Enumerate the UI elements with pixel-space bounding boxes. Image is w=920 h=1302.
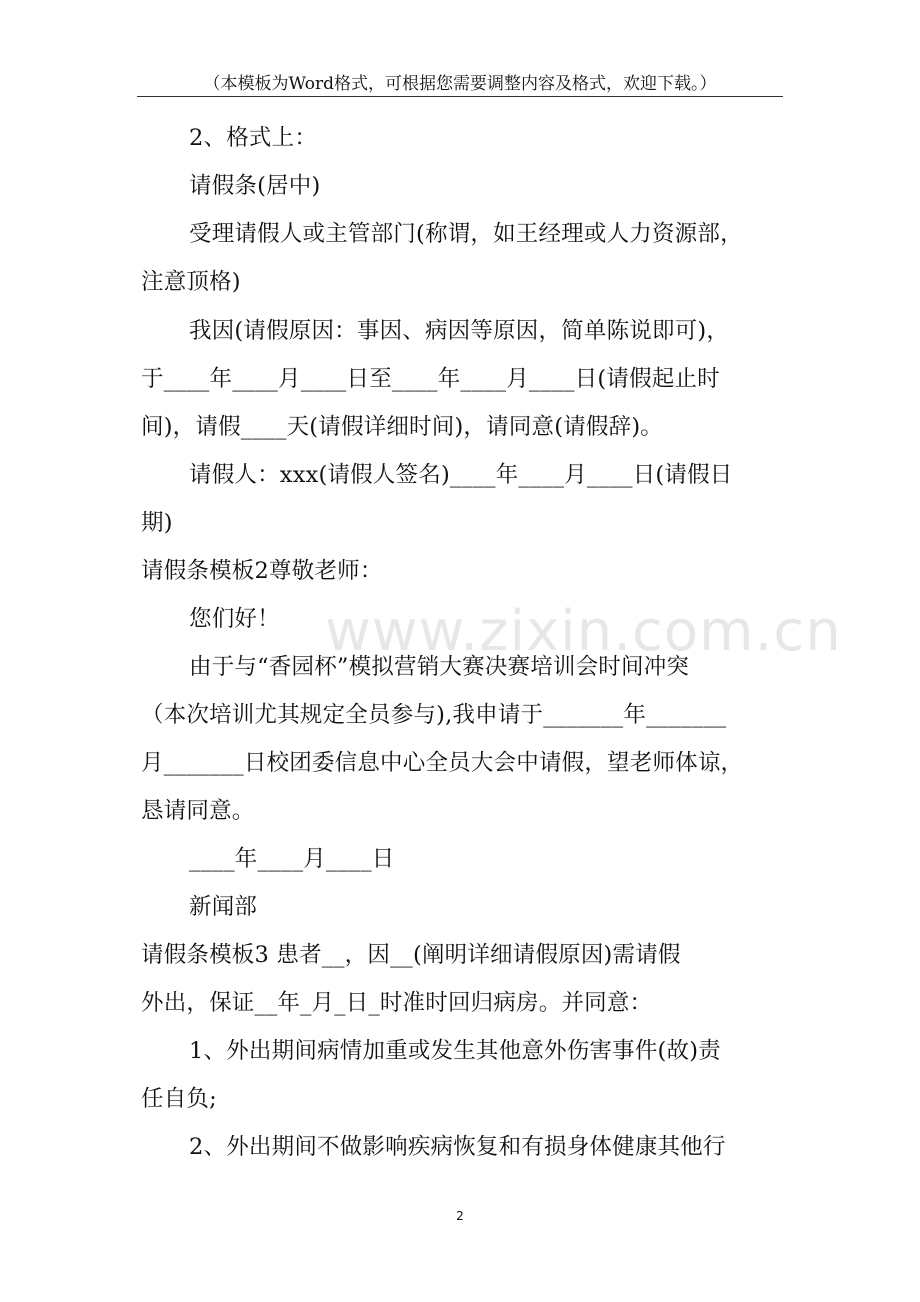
doc-line: 由于与“香园杯”模拟营销大赛决赛培训会时间冲突 (189, 654, 690, 680)
page-number: 2 (456, 1209, 464, 1223)
doc-line: 请假条(居中) (189, 173, 321, 199)
doc-line: 请假人：xxx(请假人签名)____年____月____日(请假日 (189, 462, 733, 488)
template-3-heading: 请假条模板3 患者__，因__(阐明详细请假原因)需请假 (141, 942, 681, 968)
doc-line: 注意顶格) (141, 269, 241, 295)
doc-line: 外出，保证__年_月_日_时准时回归病房。并同意： (141, 990, 653, 1016)
watermark: www.zixin.com.cn (325, 599, 842, 664)
doc-line: 1、外出期间病情加重或发生其他意外伤害事件(故)责 (189, 1038, 721, 1064)
doc-line: 月_______日校团委信息中心全员大会中请假，望老师体谅， (141, 750, 744, 776)
header-note: （本模板为Word格式，可根据您需要调整内容及格式，欢迎下载。） (203, 74, 717, 94)
doc-line: 2、外出期间不做影响疾病恢复和有损身体健康其他行 (189, 1134, 726, 1160)
template-2-heading: 请假条模板2尊敬老师： (141, 558, 383, 584)
doc-line: （本次培训尤其规定全员参与),我申请于_______年_______ (141, 702, 727, 728)
doc-line: 恳请同意。 (141, 798, 255, 824)
doc-line: 期) (141, 510, 173, 536)
doc-line-signature: 新闻部 (189, 894, 258, 920)
doc-line: 任自负; (141, 1086, 217, 1112)
doc-line-format-heading: 2、格式上： (189, 125, 318, 151)
doc-line-date: ____年____月____日 (189, 846, 395, 872)
doc-line: 受理请假人或主管部门(称谓，如王经理或人力资源部， (189, 221, 743, 247)
doc-line: 间)，请假____天(请假详细时间)，请同意(请假辞)。 (141, 414, 663, 440)
doc-line: 您们好！ (189, 606, 280, 632)
header-divider (137, 96, 783, 97)
doc-line: 我因(请假原因：事因、病因等原因，简单陈说即可)， (189, 318, 730, 344)
doc-line: 于____年____月____日至____年____月____日(请假起止时 (141, 366, 720, 392)
